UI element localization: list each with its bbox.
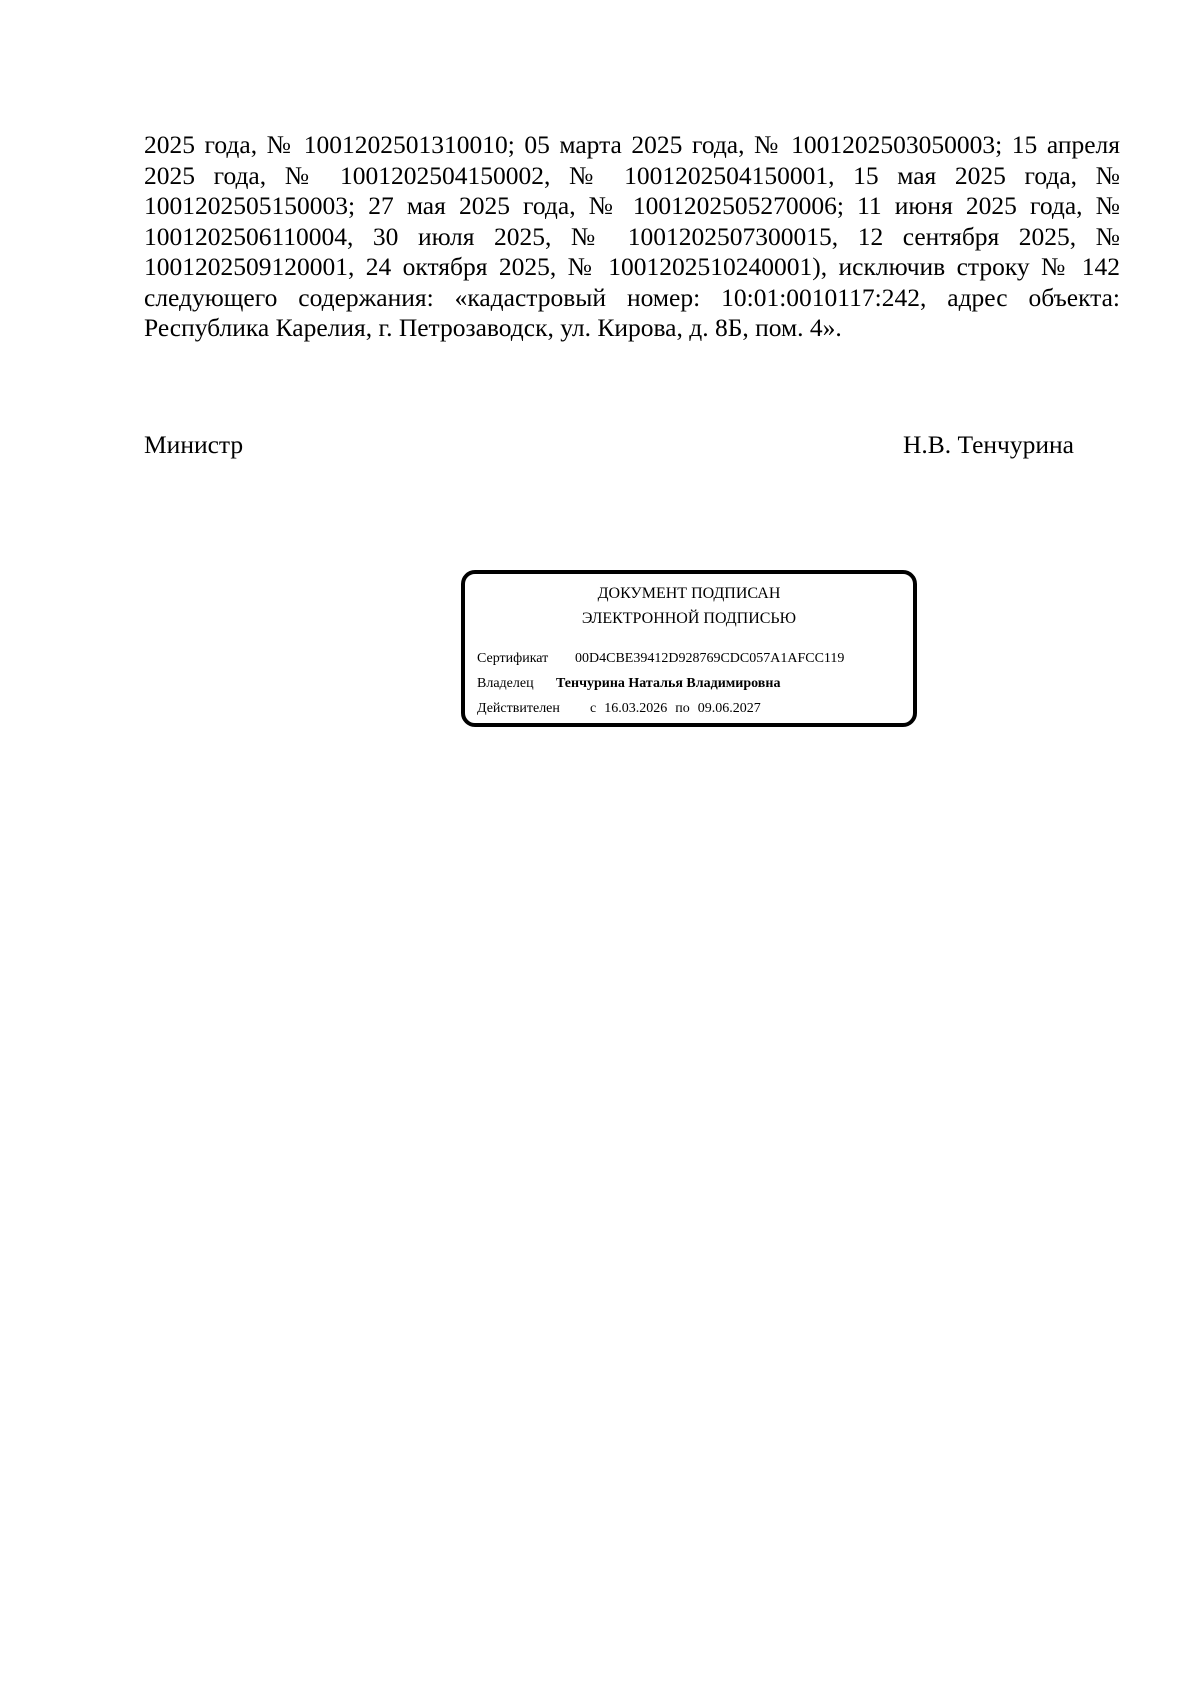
signer-position: Министр — [144, 430, 244, 459]
stamp-title-line2: ЭЛЕКТРОННОЙ ПОДПИСЬЮ — [581, 610, 797, 627]
body-paragraph: 2025 года, № 1001202501310010; 05 марта 2025 года, № 1001202503050003; 15 апреля 2025 года, № 1001202504150002, № 1001202504150001, 15 мая 2025 года, № 1001202505150003; 27 мая 2025 года, № 1001202505270006; 11 июня 2025 года, № 1001202506110004, 30 июля 2025, № 1001202507300015, 12 сентября 2025, № 1001202509120001, 24 октября 2025, № 1001202510240001), исключив строку № 142 следующего содержания: «кадастровый номер: 10:01:0010117:242, адрес объекта: Республика Карелия, г. Петрозаводск, ул. Кирова, д. 8Б, пом. 4». — [144, 130, 1120, 342]
valid-to-date: 09.06.2027 — [697, 701, 761, 716]
owner-value: Тенчурина Наталья Владимировна — [556, 676, 781, 691]
stamp-owner-row — [477, 675, 780, 693]
valid-label: Действителен — [477, 701, 560, 716]
stamp-certificate-row — [477, 650, 844, 668]
signer-name: Н.В. Тенчурина — [902, 430, 1074, 459]
certificate-label: Сертификат — [477, 651, 549, 666]
valid-from-date: 16.03.2026 — [604, 701, 668, 716]
certificate-value: 00D4CBE39412D928769CDC057A1AFCC119 — [575, 651, 845, 666]
electronic-signature-stamp — [461, 570, 917, 727]
owner-label: Владелец — [477, 676, 534, 691]
valid-to-prefix: по — [675, 701, 690, 716]
stamp-title-line1: ДОКУМЕНТ ПОДПИСАН — [597, 585, 781, 602]
valid-from-prefix: с — [590, 701, 597, 716]
stamp-validity-row — [477, 700, 761, 718]
